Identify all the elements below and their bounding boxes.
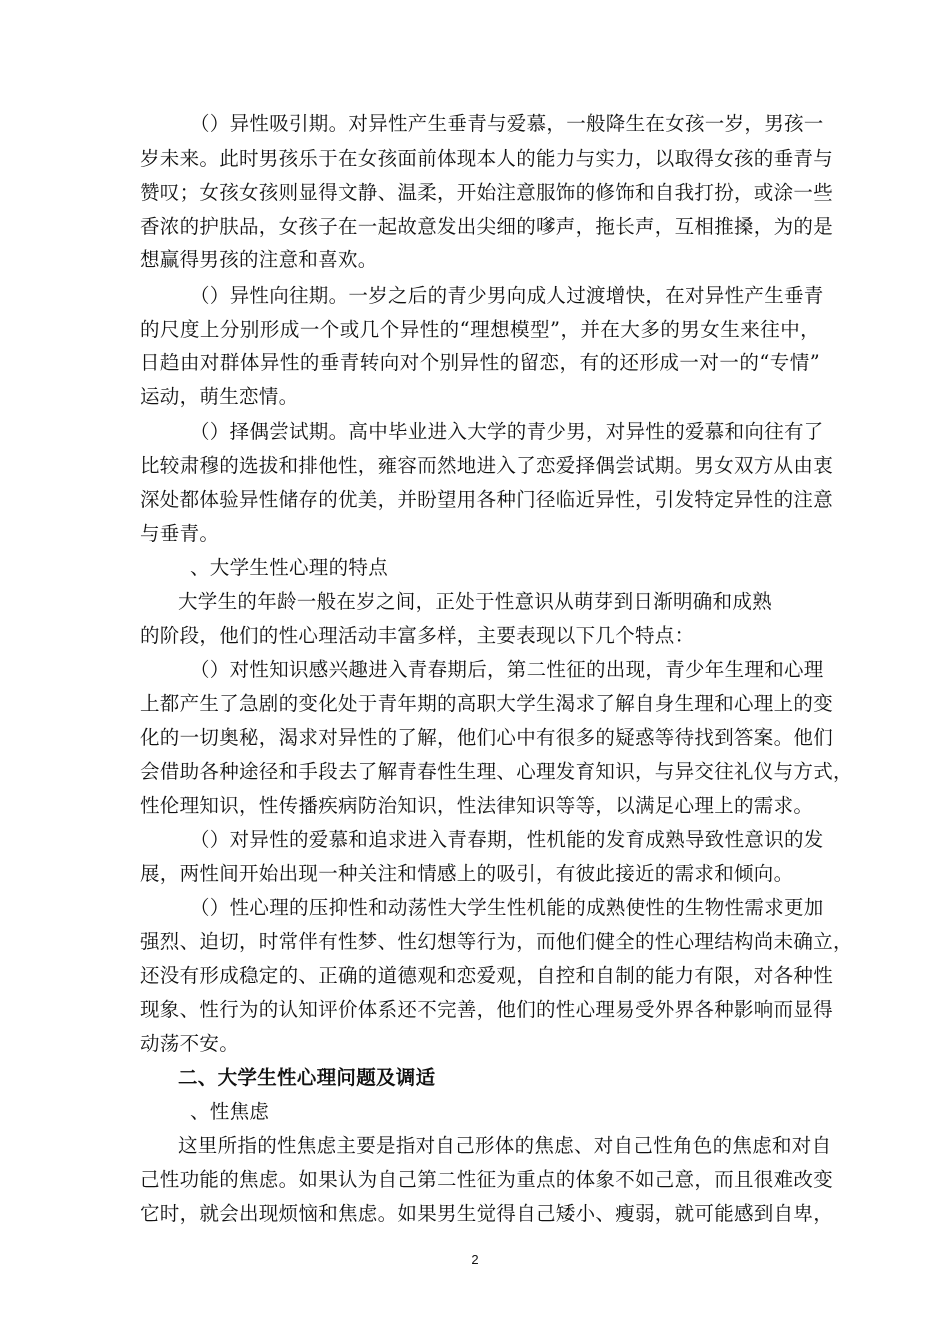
page-number: 2	[471, 1252, 479, 1267]
paragraph-line: 展，两性间开始出现一种关注和情感上的吸引，有彼此接近的需求和倾向。	[140, 862, 794, 885]
paragraph-line: 与垂青。	[140, 522, 220, 545]
paragraph-line: 上都产生了急剧的变化处于青年期的高职大学生渴求了解自身生理和心理上的变	[140, 692, 834, 715]
paragraph-line: 还没有形成稳定的、正确的道德观和恋爱观，自控和自制的能力有限，对各种性	[140, 964, 834, 987]
paragraph-line: 这里所指的性焦虑主要是指对自己形体的焦虑、对自己性角色的焦虑和对自	[178, 1134, 832, 1157]
paragraph-line: （）性心理的压抑性和动荡性大学生性机能的成熟使性的生物性需求更加	[190, 896, 824, 919]
paragraph-line: 想赢得男孩的注意和喜欢。	[140, 248, 378, 271]
paragraph-line: 比较肃穆的选拔和排他性，雍容而然地进入了恋爱择偶尝试期。男女双方从由衷	[140, 454, 834, 477]
paragraph-line: （）对性知识感兴趣进入青春期后，第二性征的出现，青少年生理和心理	[190, 658, 824, 681]
paragraph-line: 岁未来。此时男孩乐于在女孩面前体现本人的能力与实力，以取得女孩的垂青与	[140, 147, 834, 170]
section-heading: 、性焦虑	[190, 1100, 270, 1123]
paragraph-line: 香浓的护肤品，女孩子在一起故意发出尖细的嗲声，拖长声，互相推搡，为的是	[140, 215, 834, 238]
paragraph-line: 的阶段，他们的性心理活动丰富多样，主要表现以下几个特点：	[140, 624, 695, 647]
paragraph-line: 运动，萌生恋情。	[140, 385, 299, 408]
section-heading: 、大学生性心理的特点	[190, 556, 389, 579]
paragraph-line: 强烈、迫切，时常伴有性梦、性幻想等行为，而他们健全的性心理结构尚未确立，	[140, 930, 853, 953]
paragraph-line: 性伦理知识，性传播疾病防治知识，性法律知识等等，以满足心理上的需求。	[140, 794, 814, 817]
paragraph-line: 会借助各种途径和手段去了解青春性生理、心理发育知识，与异交往礼仪与方式，	[140, 760, 853, 783]
paragraph-line: 日趋由对群体异性的垂青转向对个别异性的留恋，有的还形成一对一的“专情”	[140, 351, 820, 374]
paragraph-line: 现象、性行为的认知评价体系还不完善，他们的性心理易受外界各种影响而显得	[140, 998, 834, 1021]
paragraph-line: 己性功能的焦虑。如果认为自己第二性征为重点的体象不如己意，而且很难改变	[140, 1168, 834, 1191]
paragraph-line: 化的一切奥秘，渴求对异性的了解，他们心中有很多的疑惑等待找到答案。他们	[140, 726, 834, 749]
paragraph-line: （）异性向往期。一岁之后的青少男向成人过渡增快，在对异性产生垂青	[190, 284, 824, 307]
paragraph-line: 深处都体验异性储存的优美，并盼望用各种门径临近异性，引发特定异性的注意	[140, 488, 834, 511]
paragraph-line: （）对异性的爱慕和追求进入青春期，性机能的发育成熟导致性意识的发	[190, 828, 824, 851]
paragraph-line: 大学生的年龄一般在岁之间，正处于性意识从萌芽到日渐明确和成熟	[178, 590, 773, 613]
paragraph-line: （）异性吸引期。对异性产生垂青与爱慕，一般降生在女孩一岁，男孩一	[190, 112, 824, 135]
paragraph-line: 它时，就会出现烦恼和焦虑。如果男生觉得自己矮小、瘦弱，就可能感到自卑，	[140, 1202, 834, 1225]
chapter-heading: 二、大学生性心理问题及调适	[178, 1066, 436, 1089]
paragraph-line: （）择偶尝试期。高中毕业进入大学的青少男，对异性的爱慕和向往有了	[190, 420, 824, 443]
paragraph-line: 赞叹；女孩女孩则显得文静、温柔，开始注意服饰的修饰和自我打扮，或涂一些	[140, 181, 834, 204]
paragraph-line: 的尺度上分别形成一个或几个异性的“理想模型”，并在大多的男女生来往中，	[140, 318, 820, 341]
paragraph-line: 动荡不安。	[140, 1032, 240, 1055]
